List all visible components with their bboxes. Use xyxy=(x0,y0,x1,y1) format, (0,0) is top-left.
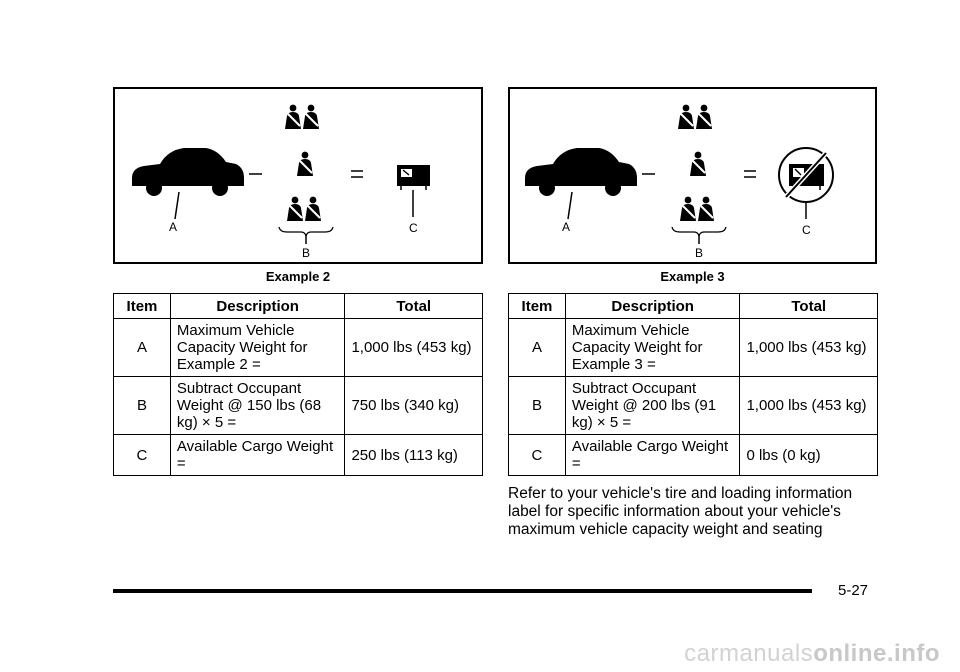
table-row xyxy=(114,377,483,435)
header-item: Item xyxy=(509,294,566,319)
item-cell: C xyxy=(114,435,171,476)
figure-label-b: B xyxy=(302,246,311,260)
total-cell: 1,000 lbs (453 kg) xyxy=(740,319,878,377)
description-cell: Subtract Occupant Weight @ 200 lbs (91 kg) × 5 = xyxy=(565,377,740,435)
car-icon xyxy=(525,148,637,196)
occupants-icon xyxy=(678,105,714,221)
figure-label-a: A xyxy=(169,220,178,234)
page-number: 5-27 xyxy=(838,582,869,599)
example-2-caption: Example 2 xyxy=(265,269,331,284)
table-row xyxy=(114,435,483,476)
table-row xyxy=(114,319,483,377)
item-cell: A xyxy=(509,319,566,377)
item-cell: C xyxy=(509,435,566,476)
bracket-b xyxy=(672,227,726,236)
leader-line-a xyxy=(175,192,179,219)
header-description: Description xyxy=(170,294,345,319)
total-cell: 1,000 lbs (453 kg) xyxy=(740,377,878,435)
body-paragraph: Refer to your vehicle's tire and loading information label for specific information about your vehicle's maximum vehicle capacity weight and seating xyxy=(508,485,853,538)
example-3-figure xyxy=(508,87,877,264)
cargo-icon xyxy=(397,165,430,190)
figure-label-b: B xyxy=(695,246,704,260)
header-item: Item xyxy=(114,294,171,319)
description-cell: Available Cargo Weight = xyxy=(170,435,345,476)
table-header-row xyxy=(114,294,483,319)
header-description: Description xyxy=(565,294,740,319)
description-cell: Available Cargo Weight = xyxy=(565,435,740,476)
car-icon xyxy=(132,148,244,196)
item-cell: B xyxy=(114,377,171,435)
header-total: Total xyxy=(345,294,483,319)
example-2-diagram xyxy=(115,89,481,262)
description-cell: Maximum Vehicle Capacity Weight for Example 3 = xyxy=(565,319,740,377)
watermark-prefix: carmanuals xyxy=(684,640,814,667)
total-cell: 0 lbs (0 kg) xyxy=(740,435,878,476)
site-watermark xyxy=(684,640,940,668)
item-cell: A xyxy=(114,319,171,377)
figure-label-c: C xyxy=(409,221,418,235)
total-cell: 250 lbs (113 kg) xyxy=(345,435,483,476)
header-total: Total xyxy=(740,294,878,319)
figure-label-a: A xyxy=(562,220,571,234)
figure-label-c: C xyxy=(802,223,811,237)
footer-rule xyxy=(113,589,812,593)
total-cell: 750 lbs (340 kg) xyxy=(345,377,483,435)
item-cell: B xyxy=(509,377,566,435)
table-header-row xyxy=(509,294,878,319)
example-3-caption: Example 3 xyxy=(660,269,725,284)
table-row xyxy=(509,377,878,435)
leader-line-a xyxy=(568,192,572,219)
occupants-icon xyxy=(285,105,321,221)
bracket-b xyxy=(279,227,333,236)
no-cargo-icon xyxy=(779,148,833,202)
total-cell: 1,000 lbs (453 kg) xyxy=(345,319,483,377)
example-3-table xyxy=(508,293,878,476)
table-row xyxy=(509,319,878,377)
description-cell: Subtract Occupant Weight @ 150 lbs (68 kg) × 5 = xyxy=(170,377,345,435)
example-3-diagram xyxy=(510,89,875,262)
description-cell: Maximum Vehicle Capacity Weight for Example 2 = xyxy=(170,319,345,377)
table-row xyxy=(509,435,878,476)
example-2-table xyxy=(113,293,483,476)
example-2-figure xyxy=(113,87,483,264)
watermark-suffix: online.info xyxy=(813,640,940,667)
